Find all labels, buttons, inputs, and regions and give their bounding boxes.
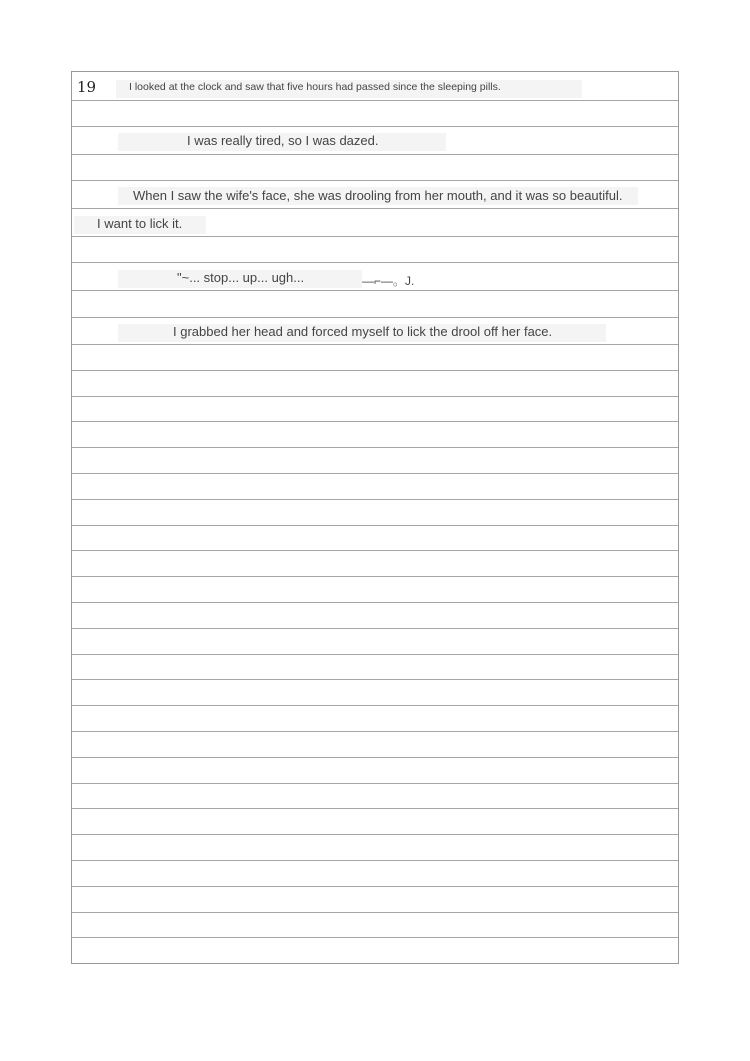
- ruled-line: [72, 731, 678, 732]
- ruled-line: [72, 912, 678, 913]
- ruled-line: [72, 317, 678, 318]
- text-line-5: "~... stop... up... ugh...: [177, 270, 305, 285]
- ruled-line: [72, 757, 678, 758]
- ruled-line: [72, 525, 678, 526]
- ruled-line: [72, 180, 678, 181]
- ruled-line: [72, 783, 678, 784]
- ruled-line: [72, 126, 678, 127]
- ruled-line: [72, 208, 678, 209]
- ruled-line: [72, 236, 678, 237]
- ruled-line: [72, 937, 678, 938]
- ruled-line: [72, 679, 678, 680]
- ruled-line: [72, 576, 678, 577]
- ruled-line: [72, 344, 678, 345]
- ruled-line: [72, 499, 678, 500]
- page-number: 19: [77, 78, 97, 96]
- scribble-mark: —⌐—。J.: [362, 274, 415, 288]
- ruled-line: [72, 808, 678, 809]
- ruled-line: [72, 550, 678, 551]
- ruled-line: [72, 602, 678, 603]
- ruled-line: [72, 396, 678, 397]
- manuscript-sheet: [71, 71, 679, 964]
- ruled-line: [72, 262, 678, 263]
- ruled-line: [72, 447, 678, 448]
- text-line-1: I looked at the clock and saw that five hours had passed since the sleeping pills.: [129, 81, 501, 93]
- ruled-line: [72, 705, 678, 706]
- ruled-line: [72, 860, 678, 861]
- text-line-2: I was really tired, so I was dazed.: [187, 133, 379, 148]
- ruled-line: [72, 421, 678, 422]
- ruled-line: [72, 654, 678, 655]
- ruled-line: [72, 628, 678, 629]
- ruled-line: [72, 154, 678, 155]
- ruled-line: [72, 100, 678, 101]
- ruled-line: [72, 886, 678, 887]
- text-line-6: I grabbed her head and forced myself to lick the drool off her face.: [173, 324, 553, 339]
- ruled-line: [72, 834, 678, 835]
- text-line-3: When I saw the wife's face, she was drooling from her mouth, and it was so beautiful.: [133, 188, 623, 203]
- ruled-line: [72, 473, 678, 474]
- ruled-line: [72, 290, 678, 291]
- ruled-line: [72, 370, 678, 371]
- text-line-4: I want to lick it.: [97, 216, 183, 231]
